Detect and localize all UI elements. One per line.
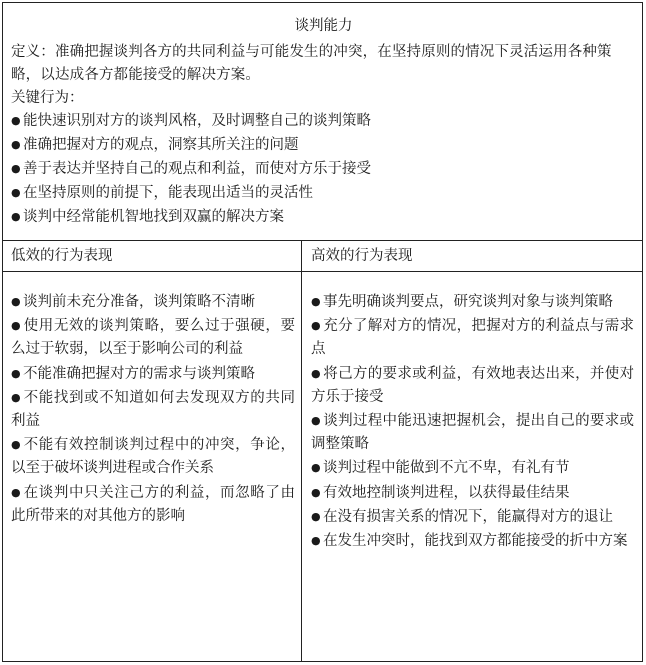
bullet-icon: ● [11,114,21,127]
key-behaviors-list [11,109,636,229]
high-effect-text: 在发生冲突时，能找到双方都能接受的折中方案 [323,533,628,550]
bullet-icon: ● [311,534,321,548]
list-item [11,133,636,157]
list-item [311,409,634,456]
bullet-icon: ● [11,485,21,499]
bullet-icon: ● [11,319,21,333]
list-item [11,290,295,314]
low-effect-list [11,272,295,528]
competency-table [2,2,643,662]
bullet-icon: ● [11,390,21,404]
low-effect-header: 低效的行为表现 [3,241,301,272]
bullet-icon: ● [311,485,321,499]
list-item [11,314,295,361]
high-effect-text: 有效地控制谈判进程，以获得最佳结果 [323,484,570,501]
page-title: 谈判能力 [294,18,353,34]
bullet-icon: ● [311,295,321,308]
list-item [11,157,636,181]
list-item [311,290,634,314]
definition-text: 定义：准确把握谈判各方的共同利益与可能发生的冲突，在坚持原则的情况下灵活运用各种策略，以达成各方都能接受的解决方案。 [11,44,612,83]
behavior-columns [3,241,642,661]
list-item [311,529,634,553]
list-item [11,433,295,480]
bullet-icon: ● [311,414,321,428]
low-effect-text: 不能找到或不知道如何去发现双方的共同利益 [11,389,295,430]
key-behavior-text: 在坚持原则的前提下，能表现出适当的灵活性 [23,185,313,201]
key-behavior-text: 准确把握对方的观点，洞察其所关注的问题 [23,137,299,153]
high-effect-text: 充分了解对方的情况，把握对方的利益点与需求点 [311,318,634,358]
bullet-icon: ● [311,366,321,380]
definition-section [3,3,642,241]
bullet-icon: ● [11,366,21,380]
list-item [311,314,634,361]
high-effect-list [311,272,634,553]
list-item [11,181,636,205]
high-effect-column [302,241,642,661]
high-effect-text: 在没有损害关系的情况下，能赢得对方的退让 [323,508,613,525]
bullet-icon: ● [311,461,321,475]
bullet-icon: ● [11,210,21,223]
key-behavior-text: 善于表达并坚持自己的观点和利益，而使对方乐于接受 [23,161,371,177]
list-item [11,109,636,133]
list-item [311,456,634,480]
high-effect-text: 谈判过程中能做到不亢不卑，有礼有节 [323,460,570,477]
low-effect-column [3,241,302,661]
bullet-icon: ● [311,319,321,333]
high-effect-text: 谈判过程中能迅速把握机会，提出自己的要求或调整策略 [311,413,634,453]
bullet-icon: ● [11,162,21,175]
key-behavior-text: 能快速识别对方的谈判风格，及时调整自己的谈判策略 [23,113,371,129]
list-item [311,362,634,409]
bullet-icon: ● [11,186,21,199]
high-effect-text: 事先明确谈判要点，研究谈判对象与谈判策略 [323,294,613,310]
bullet-icon: ● [11,295,21,308]
list-item [11,362,295,386]
bullet-icon: ● [311,509,321,523]
list-item [311,505,634,529]
low-effect-text: 在谈判中只关注己方的利益，而忽略了由此所带来的对其他方的影响 [11,484,295,524]
key-behavior-text: 谈判中经常能机智地找到双赢的解决方案 [23,209,284,225]
list-item [11,205,636,229]
bullet-icon: ● [11,138,21,151]
list-item [11,386,295,433]
high-effect-text: 将己方的要求或利益，有效地表达出来，并使对方乐于接受 [311,365,634,405]
bullet-icon: ● [11,438,21,452]
list-item [311,481,634,505]
low-effect-text: 谈判前未充分准备，谈判策略不清晰 [23,294,255,310]
list-item [11,481,295,528]
low-effect-text: 使用无效的谈判策略，要么过于强硬，要么过于软弱，以至于影响公司的利益 [11,318,295,358]
key-behaviors-label: 关键行为： [11,90,84,106]
low-effect-text: 不能有效控制谈判过程中的冲突，争论，以至于破坏谈判进程或合作关系 [11,437,295,477]
low-effect-text: 不能准确把握对方的需求与谈判策略 [23,365,255,382]
high-effect-header: 高效的行为表现 [302,241,642,272]
